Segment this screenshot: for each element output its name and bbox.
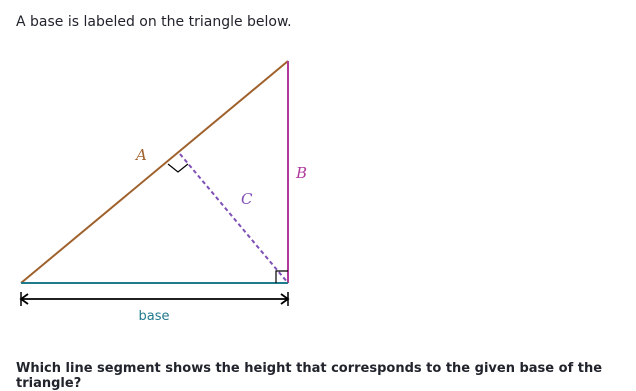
label-c: C — [241, 190, 253, 208]
segment-c-line — [180, 154, 288, 283]
right-angle-marker-a — [168, 164, 188, 172]
side-a-line — [21, 61, 288, 283]
intro-text: A base is labeled on the triangle below. — [16, 14, 292, 30]
base-label: base — [138, 309, 170, 324]
question-text: Which line segment shows the height that corresponds to the given base of the triangle? — [16, 361, 603, 391]
label-a: A — [136, 146, 147, 164]
base-measure-arrow — [21, 292, 288, 306]
right-angle-marker-base — [276, 271, 288, 283]
label-b: B — [296, 164, 308, 182]
